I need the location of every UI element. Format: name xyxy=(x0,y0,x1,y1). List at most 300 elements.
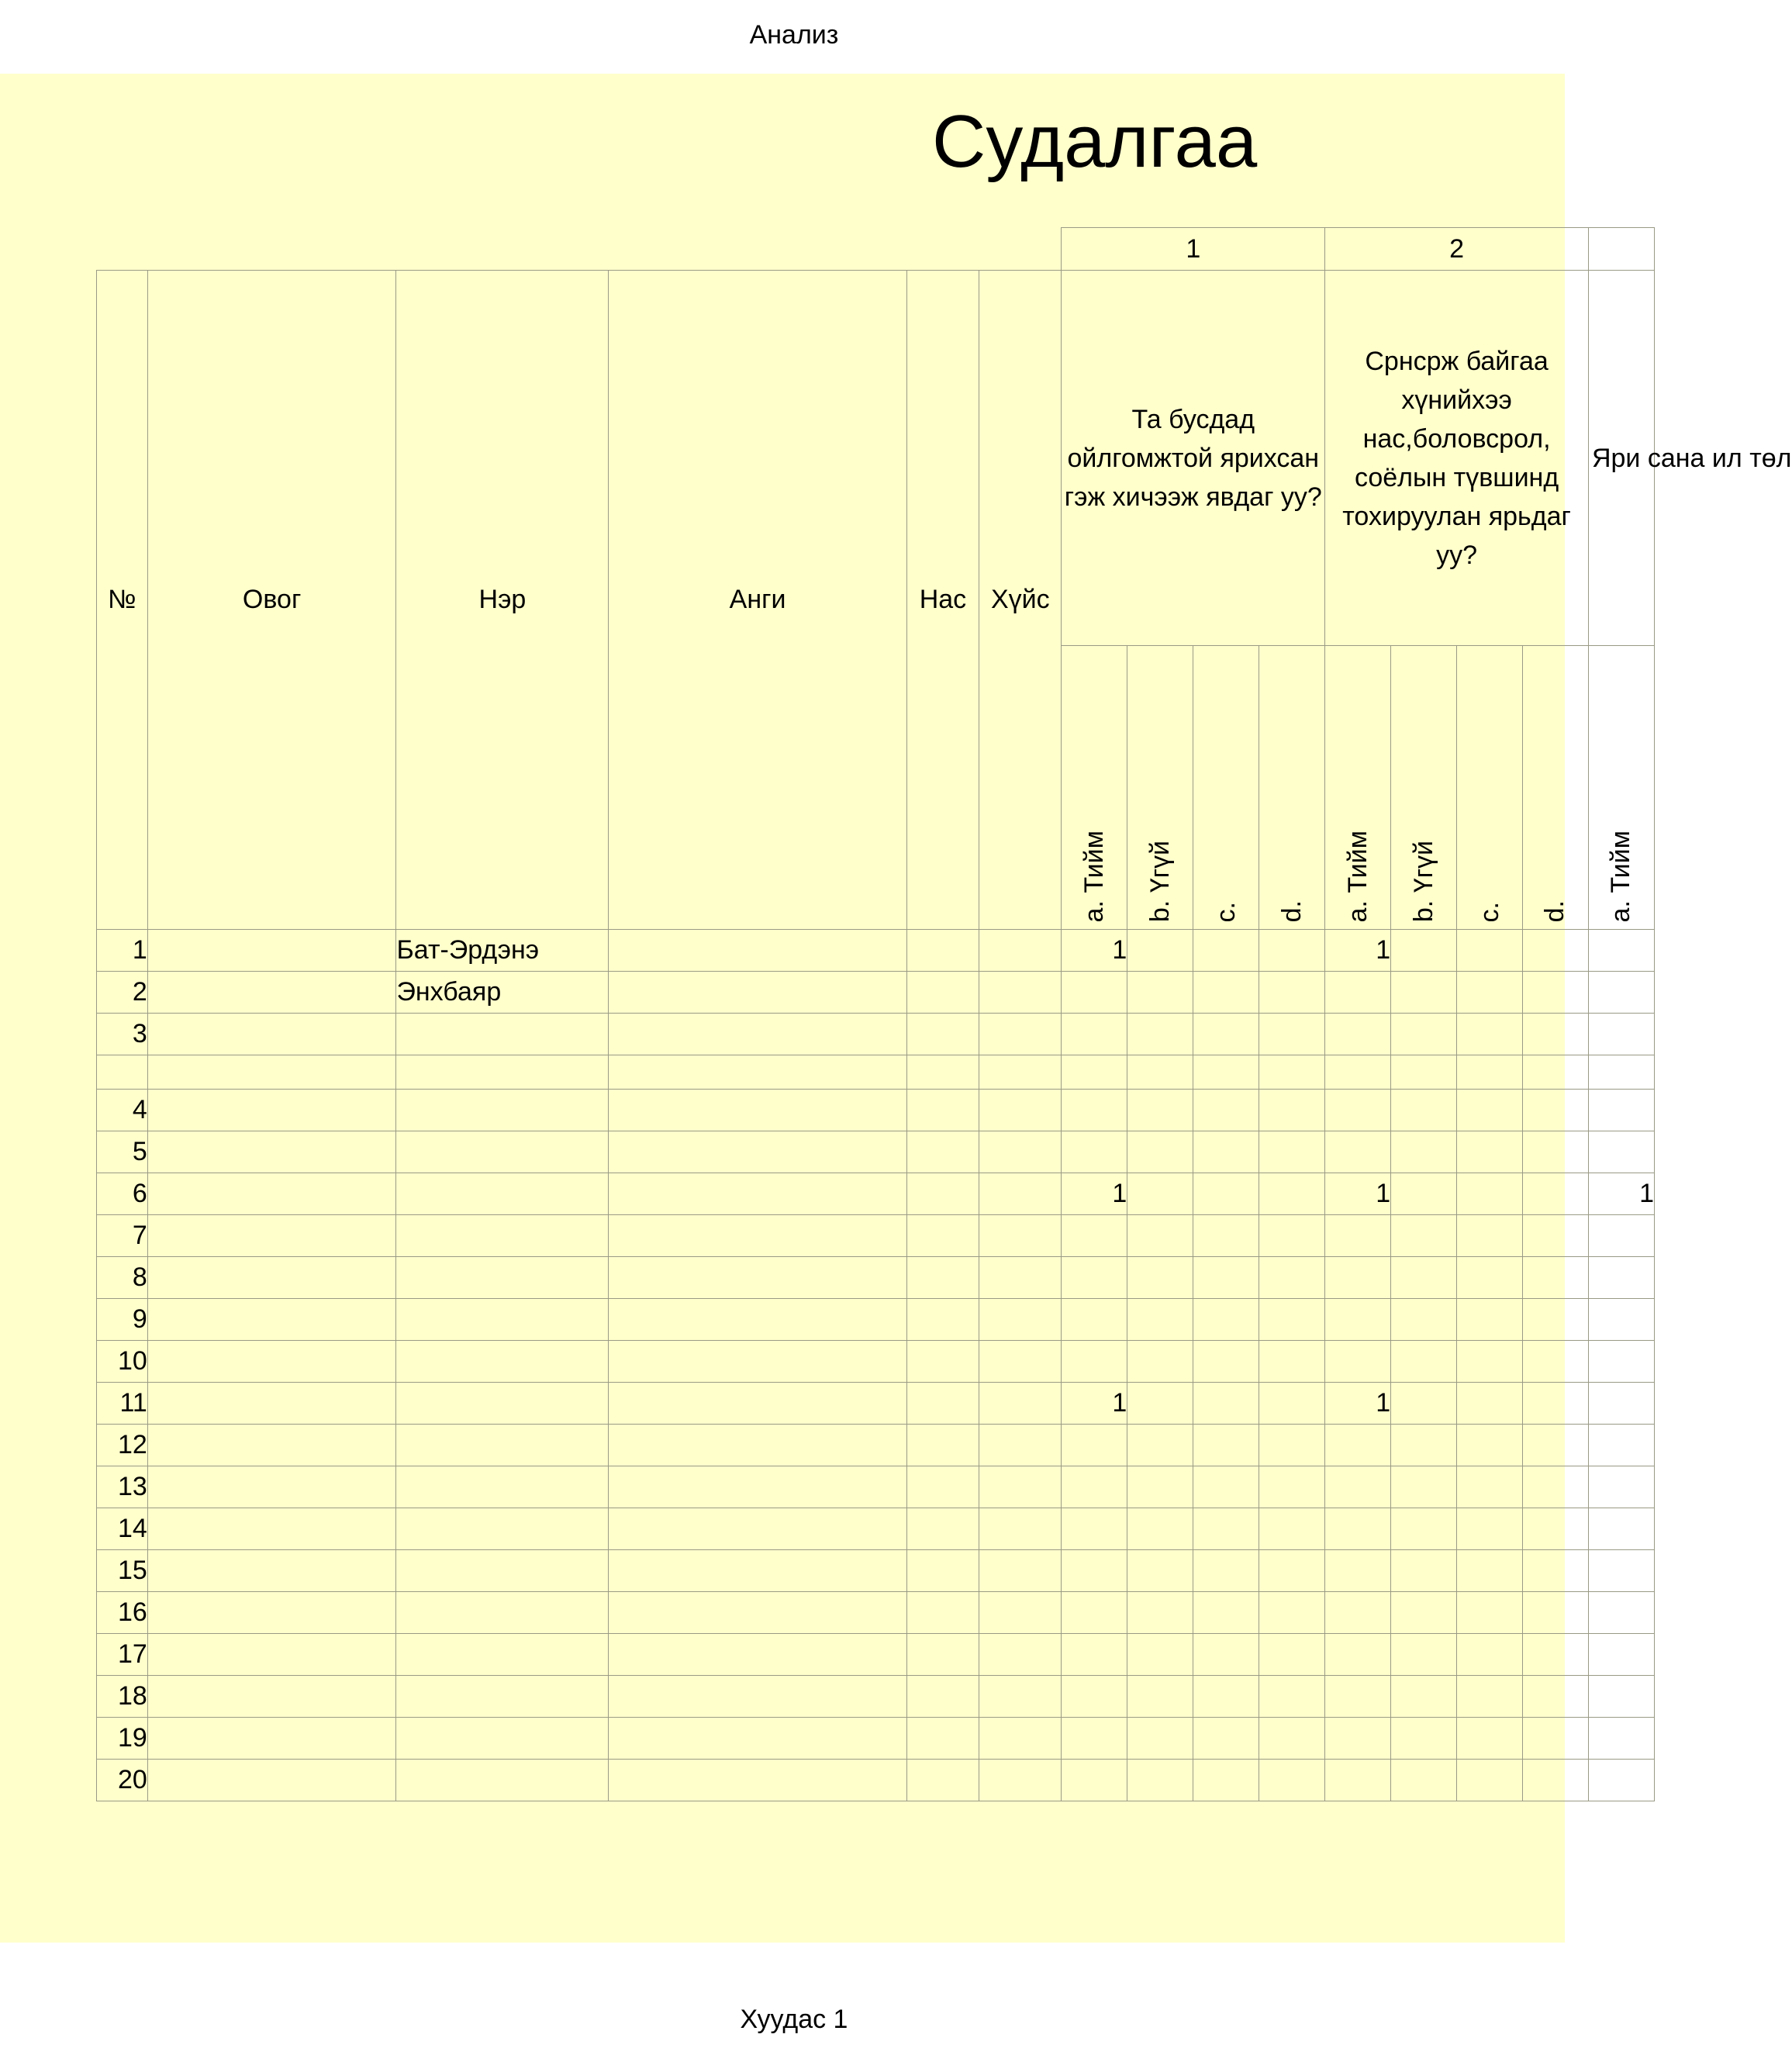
class-cell[interactable] xyxy=(609,1592,906,1634)
answer-cell[interactable] xyxy=(1391,1257,1457,1299)
answer-cell[interactable] xyxy=(1391,1299,1457,1341)
class-cell[interactable] xyxy=(609,1383,906,1425)
answer-cell[interactable] xyxy=(1391,1055,1457,1090)
answer-cell[interactable] xyxy=(1127,1718,1193,1760)
answer-cell[interactable] xyxy=(1325,1131,1391,1173)
answer-cell[interactable] xyxy=(1193,1014,1259,1055)
surname-cell[interactable] xyxy=(147,1634,396,1676)
answer-cell[interactable]: 1 xyxy=(1325,1383,1391,1425)
answer-cell[interactable] xyxy=(1457,1341,1523,1383)
answer-cell[interactable] xyxy=(1457,1215,1523,1257)
answer-cell[interactable] xyxy=(1588,1131,1654,1173)
surname-cell[interactable] xyxy=(147,1090,396,1131)
answer-cell[interactable] xyxy=(1588,1014,1654,1055)
name-cell[interactable] xyxy=(396,1634,609,1676)
gender-cell[interactable] xyxy=(979,1425,1062,1466)
row-number[interactable]: 12 xyxy=(97,1425,148,1466)
answer-cell[interactable] xyxy=(1588,1634,1654,1676)
answer-cell[interactable] xyxy=(1391,1173,1457,1215)
answer-cell[interactable] xyxy=(1522,972,1588,1014)
answer-cell[interactable] xyxy=(1127,1055,1193,1090)
answer-cell[interactable] xyxy=(1391,1718,1457,1760)
surname-cell[interactable] xyxy=(147,1055,396,1090)
answer-cell[interactable] xyxy=(1391,1760,1457,1801)
name-cell[interactable] xyxy=(396,1718,609,1760)
age-cell[interactable] xyxy=(906,1592,979,1634)
answer-cell[interactable] xyxy=(1062,1634,1127,1676)
class-cell[interactable] xyxy=(609,1634,906,1676)
answer-cell[interactable] xyxy=(1391,1341,1457,1383)
answer-cell[interactable] xyxy=(1259,1425,1325,1466)
row-number[interactable]: 3 xyxy=(97,1014,148,1055)
answer-cell[interactable] xyxy=(1457,1090,1523,1131)
answer-cell[interactable] xyxy=(1522,1760,1588,1801)
age-cell[interactable] xyxy=(906,1508,979,1550)
answer-cell[interactable] xyxy=(1193,1215,1259,1257)
gender-cell[interactable] xyxy=(979,1257,1062,1299)
class-cell[interactable] xyxy=(609,1014,906,1055)
answer-cell[interactable] xyxy=(1391,1676,1457,1718)
answer-cell[interactable] xyxy=(1588,930,1654,972)
answer-cell[interactable] xyxy=(1062,1676,1127,1718)
answer-cell[interactable] xyxy=(1127,1466,1193,1508)
answer-cell[interactable] xyxy=(1522,1257,1588,1299)
answer-cell[interactable] xyxy=(1325,1676,1391,1718)
answer-cell[interactable] xyxy=(1325,1550,1391,1592)
name-cell[interactable] xyxy=(396,1466,609,1508)
age-cell[interactable] xyxy=(906,1383,979,1425)
answer-cell[interactable]: 1 xyxy=(1062,1383,1127,1425)
answer-cell[interactable] xyxy=(1588,1090,1654,1131)
answer-cell[interactable] xyxy=(1588,1257,1654,1299)
name-cell[interactable] xyxy=(396,1014,609,1055)
answer-cell[interactable] xyxy=(1457,930,1523,972)
answer-cell[interactable] xyxy=(1457,1425,1523,1466)
class-cell[interactable] xyxy=(609,1676,906,1718)
answer-cell[interactable] xyxy=(1193,1676,1259,1718)
answer-cell[interactable] xyxy=(1588,1341,1654,1383)
answer-cell[interactable] xyxy=(1062,1425,1127,1466)
gender-cell[interactable] xyxy=(979,1173,1062,1215)
class-cell[interactable] xyxy=(609,930,906,972)
name-cell[interactable]: Энхбаяр xyxy=(396,972,609,1014)
age-cell[interactable] xyxy=(906,1257,979,1299)
row-number[interactable]: 17 xyxy=(97,1634,148,1676)
answer-cell[interactable] xyxy=(1062,1466,1127,1508)
row-number[interactable]: 16 xyxy=(97,1592,148,1634)
name-cell[interactable] xyxy=(396,1550,609,1592)
class-cell[interactable] xyxy=(609,1550,906,1592)
row-number[interactable]: 14 xyxy=(97,1508,148,1550)
answer-cell[interactable] xyxy=(1259,972,1325,1014)
class-cell[interactable] xyxy=(609,972,906,1014)
answer-cell[interactable] xyxy=(1588,972,1654,1014)
answer-cell[interactable] xyxy=(1127,1090,1193,1131)
age-cell[interactable] xyxy=(906,1466,979,1508)
answer-cell[interactable] xyxy=(1522,1341,1588,1383)
answer-cell[interactable] xyxy=(1457,1014,1523,1055)
answer-cell[interactable] xyxy=(1193,1257,1259,1299)
row-number[interactable]: 4 xyxy=(97,1090,148,1131)
answer-cell[interactable] xyxy=(1325,1014,1391,1055)
age-cell[interactable] xyxy=(906,1090,979,1131)
answer-cell[interactable] xyxy=(1391,1131,1457,1173)
name-cell[interactable] xyxy=(396,1341,609,1383)
answer-cell[interactable] xyxy=(1193,1760,1259,1801)
gender-cell[interactable] xyxy=(979,1383,1062,1425)
answer-cell[interactable]: 1 xyxy=(1588,1173,1654,1215)
name-cell[interactable] xyxy=(396,1592,609,1634)
surname-cell[interactable] xyxy=(147,1466,396,1508)
answer-cell[interactable] xyxy=(1588,1215,1654,1257)
class-cell[interactable] xyxy=(609,1055,906,1090)
answer-cell[interactable] xyxy=(1457,1634,1523,1676)
row-number[interactable]: 9 xyxy=(97,1299,148,1341)
answer-cell[interactable] xyxy=(1259,1508,1325,1550)
surname-cell[interactable] xyxy=(147,1760,396,1801)
answer-cell[interactable] xyxy=(1193,1425,1259,1466)
answer-cell[interactable] xyxy=(1522,1466,1588,1508)
answer-cell[interactable] xyxy=(1127,1760,1193,1801)
surname-cell[interactable] xyxy=(147,1718,396,1760)
answer-cell[interactable] xyxy=(1127,1299,1193,1341)
answer-cell[interactable] xyxy=(1259,1131,1325,1173)
answer-cell[interactable] xyxy=(1457,1592,1523,1634)
row-number[interactable]: 18 xyxy=(97,1676,148,1718)
answer-cell[interactable] xyxy=(1193,1383,1259,1425)
gender-cell[interactable] xyxy=(979,1760,1062,1801)
answer-cell[interactable] xyxy=(1127,1550,1193,1592)
answer-cell[interactable] xyxy=(1391,1014,1457,1055)
name-cell[interactable]: Бат-Эрдэнэ xyxy=(396,930,609,972)
gender-cell[interactable] xyxy=(979,1634,1062,1676)
answer-cell[interactable] xyxy=(1193,1131,1259,1173)
answer-cell[interactable] xyxy=(1391,1634,1457,1676)
name-cell[interactable] xyxy=(396,1173,609,1215)
answer-cell[interactable] xyxy=(1325,1466,1391,1508)
row-number[interactable]: 20 xyxy=(97,1760,148,1801)
age-cell[interactable] xyxy=(906,1760,979,1801)
gender-cell[interactable] xyxy=(979,930,1062,972)
surname-cell[interactable] xyxy=(147,972,396,1014)
answer-cell[interactable]: 1 xyxy=(1062,930,1127,972)
answer-cell[interactable] xyxy=(1193,1466,1259,1508)
row-number[interactable]: 8 xyxy=(97,1257,148,1299)
gender-cell[interactable] xyxy=(979,1466,1062,1508)
age-cell[interactable] xyxy=(906,1676,979,1718)
age-cell[interactable] xyxy=(906,1634,979,1676)
surname-cell[interactable] xyxy=(147,1341,396,1383)
answer-cell[interactable] xyxy=(1522,1425,1588,1466)
answer-cell[interactable] xyxy=(1062,1215,1127,1257)
age-cell[interactable] xyxy=(906,1014,979,1055)
row-number[interactable]: 5 xyxy=(97,1131,148,1173)
age-cell[interactable] xyxy=(906,930,979,972)
answer-cell[interactable] xyxy=(1259,1341,1325,1383)
row-number[interactable]: 10 xyxy=(97,1341,148,1383)
name-cell[interactable] xyxy=(396,1055,609,1090)
class-cell[interactable] xyxy=(609,1299,906,1341)
age-cell[interactable] xyxy=(906,1055,979,1090)
class-cell[interactable] xyxy=(609,1173,906,1215)
answer-cell[interactable] xyxy=(1325,1090,1391,1131)
age-cell[interactable] xyxy=(906,1550,979,1592)
answer-cell[interactable] xyxy=(1259,1215,1325,1257)
answer-cell[interactable] xyxy=(1127,1383,1193,1425)
answer-cell[interactable] xyxy=(1127,1014,1193,1055)
surname-cell[interactable] xyxy=(147,1508,396,1550)
name-cell[interactable] xyxy=(396,1508,609,1550)
answer-cell[interactable] xyxy=(1391,1090,1457,1131)
answer-cell[interactable] xyxy=(1062,1090,1127,1131)
answer-cell[interactable] xyxy=(1457,1055,1523,1090)
answer-cell[interactable] xyxy=(1522,1014,1588,1055)
answer-cell[interactable] xyxy=(1588,1676,1654,1718)
class-cell[interactable] xyxy=(609,1090,906,1131)
answer-cell[interactable] xyxy=(1127,1676,1193,1718)
answer-cell[interactable] xyxy=(1127,1215,1193,1257)
answer-cell[interactable] xyxy=(1588,1760,1654,1801)
row-number[interactable]: 7 xyxy=(97,1215,148,1257)
surname-cell[interactable] xyxy=(147,1131,396,1173)
surname-cell[interactable] xyxy=(147,1215,396,1257)
answer-cell[interactable] xyxy=(1193,1508,1259,1550)
answer-cell[interactable] xyxy=(1259,930,1325,972)
answer-cell[interactable] xyxy=(1391,1508,1457,1550)
answer-cell[interactable] xyxy=(1193,972,1259,1014)
answer-cell[interactable] xyxy=(1522,930,1588,972)
surname-cell[interactable] xyxy=(147,1257,396,1299)
answer-cell[interactable] xyxy=(1062,1257,1127,1299)
answer-cell[interactable] xyxy=(1259,1257,1325,1299)
answer-cell[interactable] xyxy=(1127,1131,1193,1173)
answer-cell[interactable] xyxy=(1062,1718,1127,1760)
answer-cell[interactable] xyxy=(1193,1055,1259,1090)
surname-cell[interactable] xyxy=(147,1550,396,1592)
answer-cell[interactable] xyxy=(1522,1173,1588,1215)
answer-cell[interactable] xyxy=(1127,1425,1193,1466)
answer-cell[interactable] xyxy=(1127,972,1193,1014)
gender-cell[interactable] xyxy=(979,1508,1062,1550)
answer-cell[interactable] xyxy=(1325,1299,1391,1341)
answer-cell[interactable] xyxy=(1325,1508,1391,1550)
answer-cell[interactable] xyxy=(1127,1592,1193,1634)
answer-cell[interactable] xyxy=(1193,930,1259,972)
class-cell[interactable] xyxy=(609,1131,906,1173)
answer-cell[interactable] xyxy=(1127,1634,1193,1676)
surname-cell[interactable] xyxy=(147,1425,396,1466)
surname-cell[interactable] xyxy=(147,1676,396,1718)
gender-cell[interactable] xyxy=(979,1215,1062,1257)
answer-cell[interactable] xyxy=(1259,1760,1325,1801)
answer-cell[interactable] xyxy=(1522,1676,1588,1718)
class-cell[interactable] xyxy=(609,1257,906,1299)
answer-cell[interactable] xyxy=(1062,1592,1127,1634)
answer-cell[interactable] xyxy=(1391,1425,1457,1466)
gender-cell[interactable] xyxy=(979,1550,1062,1592)
answer-cell[interactable] xyxy=(1588,1508,1654,1550)
answer-cell[interactable] xyxy=(1588,1299,1654,1341)
row-number[interactable]: 19 xyxy=(97,1718,148,1760)
answer-cell[interactable] xyxy=(1325,1055,1391,1090)
answer-cell[interactable] xyxy=(1259,1173,1325,1215)
row-number[interactable]: 2 xyxy=(97,972,148,1014)
answer-cell[interactable] xyxy=(1193,1718,1259,1760)
answer-cell[interactable] xyxy=(1325,1257,1391,1299)
class-cell[interactable] xyxy=(609,1508,906,1550)
name-cell[interactable] xyxy=(396,1425,609,1466)
answer-cell[interactable] xyxy=(1457,1383,1523,1425)
answer-cell[interactable] xyxy=(1391,972,1457,1014)
class-cell[interactable] xyxy=(609,1341,906,1383)
age-cell[interactable] xyxy=(906,972,979,1014)
gender-cell[interactable] xyxy=(979,1055,1062,1090)
answer-cell[interactable] xyxy=(1259,1466,1325,1508)
row-number[interactable]: 11 xyxy=(97,1383,148,1425)
answer-cell[interactable] xyxy=(1259,1014,1325,1055)
row-number[interactable]: 1 xyxy=(97,930,148,972)
answer-cell[interactable] xyxy=(1588,1592,1654,1634)
gender-cell[interactable] xyxy=(979,1676,1062,1718)
answer-cell[interactable] xyxy=(1193,1592,1259,1634)
gender-cell[interactable] xyxy=(979,1299,1062,1341)
surname-cell[interactable] xyxy=(147,1014,396,1055)
answer-cell[interactable] xyxy=(1588,1425,1654,1466)
answer-cell[interactable] xyxy=(1325,1760,1391,1801)
answer-cell[interactable] xyxy=(1391,1592,1457,1634)
answer-cell[interactable] xyxy=(1259,1383,1325,1425)
age-cell[interactable] xyxy=(906,1299,979,1341)
answer-cell[interactable] xyxy=(1457,1676,1523,1718)
gender-cell[interactable] xyxy=(979,972,1062,1014)
age-cell[interactable] xyxy=(906,1341,979,1383)
class-cell[interactable] xyxy=(609,1425,906,1466)
answer-cell[interactable] xyxy=(1391,930,1457,972)
class-cell[interactable] xyxy=(609,1760,906,1801)
answer-cell[interactable] xyxy=(1457,1466,1523,1508)
answer-cell[interactable] xyxy=(1325,1592,1391,1634)
answer-cell[interactable] xyxy=(1062,1299,1127,1341)
answer-cell[interactable] xyxy=(1457,1508,1523,1550)
answer-cell[interactable] xyxy=(1259,1718,1325,1760)
age-cell[interactable] xyxy=(906,1425,979,1466)
answer-cell[interactable] xyxy=(1522,1508,1588,1550)
age-cell[interactable] xyxy=(906,1173,979,1215)
gender-cell[interactable] xyxy=(979,1341,1062,1383)
answer-cell[interactable] xyxy=(1457,1173,1523,1215)
answer-cell[interactable] xyxy=(1391,1383,1457,1425)
name-cell[interactable] xyxy=(396,1299,609,1341)
answer-cell[interactable] xyxy=(1127,1508,1193,1550)
answer-cell[interactable] xyxy=(1259,1634,1325,1676)
answer-cell[interactable] xyxy=(1325,1634,1391,1676)
gender-cell[interactable] xyxy=(979,1090,1062,1131)
answer-cell[interactable] xyxy=(1259,1055,1325,1090)
answer-cell[interactable] xyxy=(1062,1055,1127,1090)
answer-cell[interactable] xyxy=(1457,1299,1523,1341)
answer-cell[interactable] xyxy=(1457,1131,1523,1173)
name-cell[interactable] xyxy=(396,1676,609,1718)
answer-cell[interactable] xyxy=(1325,1718,1391,1760)
surname-cell[interactable] xyxy=(147,1173,396,1215)
name-cell[interactable] xyxy=(396,1383,609,1425)
gender-cell[interactable] xyxy=(979,1131,1062,1173)
class-cell[interactable] xyxy=(609,1466,906,1508)
answer-cell[interactable] xyxy=(1193,1090,1259,1131)
answer-cell[interactable] xyxy=(1522,1550,1588,1592)
answer-cell[interactable] xyxy=(1193,1341,1259,1383)
answer-cell[interactable] xyxy=(1588,1550,1654,1592)
answer-cell[interactable]: 1 xyxy=(1062,1173,1127,1215)
row-number[interactable]: 13 xyxy=(97,1466,148,1508)
name-cell[interactable] xyxy=(396,1257,609,1299)
answer-cell[interactable] xyxy=(1457,1550,1523,1592)
answer-cell[interactable] xyxy=(1588,1718,1654,1760)
answer-cell[interactable] xyxy=(1522,1055,1588,1090)
answer-cell[interactable] xyxy=(1391,1215,1457,1257)
answer-cell[interactable] xyxy=(1457,1760,1523,1801)
answer-cell[interactable] xyxy=(1259,1592,1325,1634)
answer-cell[interactable] xyxy=(1391,1550,1457,1592)
surname-cell[interactable] xyxy=(147,930,396,972)
gender-cell[interactable] xyxy=(979,1718,1062,1760)
answer-cell[interactable] xyxy=(1062,1341,1127,1383)
answer-cell[interactable] xyxy=(1062,1014,1127,1055)
answer-cell[interactable] xyxy=(1588,1383,1654,1425)
answer-cell[interactable] xyxy=(1457,972,1523,1014)
surname-cell[interactable] xyxy=(147,1299,396,1341)
answer-cell[interactable] xyxy=(1259,1090,1325,1131)
name-cell[interactable] xyxy=(396,1760,609,1801)
answer-cell[interactable] xyxy=(1193,1634,1259,1676)
answer-cell[interactable] xyxy=(1127,1341,1193,1383)
answer-cell[interactable] xyxy=(1259,1550,1325,1592)
answer-cell[interactable] xyxy=(1588,1055,1654,1090)
answer-cell[interactable] xyxy=(1193,1173,1259,1215)
answer-cell[interactable] xyxy=(1522,1592,1588,1634)
answer-cell[interactable] xyxy=(1522,1383,1588,1425)
answer-cell[interactable] xyxy=(1325,1425,1391,1466)
answer-cell[interactable] xyxy=(1127,1173,1193,1215)
gender-cell[interactable] xyxy=(979,1014,1062,1055)
age-cell[interactable] xyxy=(906,1718,979,1760)
answer-cell[interactable]: 1 xyxy=(1325,1173,1391,1215)
name-cell[interactable] xyxy=(396,1090,609,1131)
age-cell[interactable] xyxy=(906,1131,979,1173)
answer-cell[interactable] xyxy=(1062,1760,1127,1801)
answer-cell[interactable] xyxy=(1062,1508,1127,1550)
gender-cell[interactable] xyxy=(979,1592,1062,1634)
surname-cell[interactable] xyxy=(147,1383,396,1425)
answer-cell[interactable] xyxy=(1457,1718,1523,1760)
answer-cell[interactable] xyxy=(1588,1466,1654,1508)
answer-cell[interactable] xyxy=(1457,1257,1523,1299)
age-cell[interactable] xyxy=(906,1215,979,1257)
answer-cell[interactable] xyxy=(1062,972,1127,1014)
surname-cell[interactable] xyxy=(147,1592,396,1634)
answer-cell[interactable] xyxy=(1259,1299,1325,1341)
answer-cell[interactable] xyxy=(1325,1215,1391,1257)
answer-cell[interactable] xyxy=(1522,1215,1588,1257)
answer-cell[interactable] xyxy=(1522,1718,1588,1760)
answer-cell[interactable] xyxy=(1127,930,1193,972)
class-cell[interactable] xyxy=(609,1718,906,1760)
answer-cell[interactable] xyxy=(1325,972,1391,1014)
answer-cell[interactable] xyxy=(1325,1341,1391,1383)
name-cell[interactable] xyxy=(396,1215,609,1257)
answer-cell[interactable]: 1 xyxy=(1325,930,1391,972)
answer-cell[interactable] xyxy=(1522,1634,1588,1676)
